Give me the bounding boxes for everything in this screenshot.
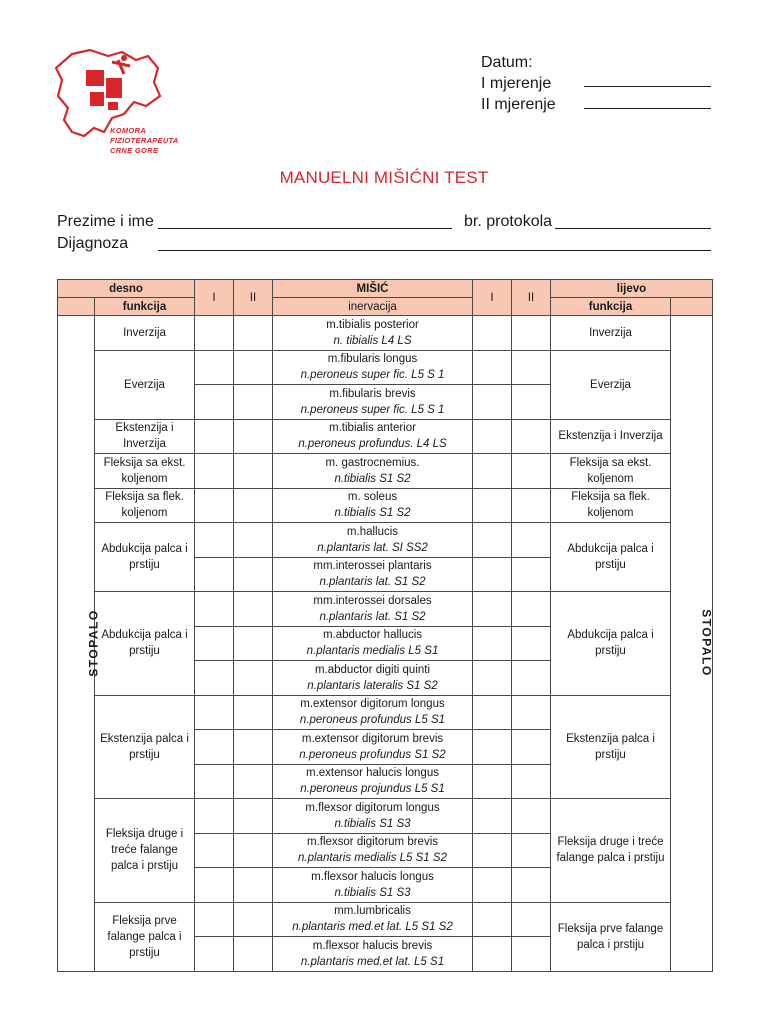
score-right-i[interactable]: [195, 799, 234, 834]
function-left: Ekstenzija palca i prstiju: [551, 695, 671, 799]
score-right-ii[interactable]: [234, 730, 273, 765]
score-right-i[interactable]: [195, 626, 234, 661]
muscle-name: m.flexsor halucis brevis: [312, 939, 433, 952]
score-left-ii[interactable]: [512, 316, 551, 351]
header-left-side: lijevo: [551, 280, 713, 298]
score-left-ii[interactable]: [512, 488, 551, 523]
score-right-i[interactable]: [195, 557, 234, 592]
score-left-i[interactable]: [473, 626, 512, 661]
muscle-name: m. soleus: [347, 491, 398, 504]
muscle-innervation: n.peroneus profundus S1 S2: [299, 748, 446, 761]
muscle-innervation: n. tibialis L4 LS: [333, 334, 412, 347]
score-right-i[interactable]: [195, 695, 234, 730]
datum-label: Datum:: [481, 54, 533, 71]
score-left-i[interactable]: [473, 350, 512, 385]
score-left-ii[interactable]: [512, 626, 551, 661]
score-right-i[interactable]: [195, 764, 234, 799]
score-left-ii[interactable]: [512, 730, 551, 765]
function-right: Fleksija prve falange palca i prstiju: [95, 902, 195, 971]
function-left: Fleksija prve falange palca i prstiju: [551, 902, 671, 971]
header-left-corner: [671, 298, 713, 316]
header-col-i-left: I: [473, 280, 512, 316]
muscle-name: m.abductor hallucis: [322, 629, 423, 642]
function-right: Abdukcija palca i prstiju: [95, 592, 195, 696]
muscle-name: m.tibialis anterior: [329, 422, 416, 435]
first-measure-label: I mjerenje: [481, 75, 552, 92]
header-innervation: inervacija: [273, 298, 473, 316]
function-left: Everzija: [551, 350, 671, 419]
score-left-ii[interactable]: [512, 902, 551, 937]
function-left: Abdukcija palca i prstiju: [551, 523, 671, 592]
muscle-cell: [273, 833, 473, 868]
score-left-i[interactable]: [473, 419, 512, 454]
score-left-ii[interactable]: [512, 592, 551, 627]
muscle-innervation: n.peroneus profundus. L4 LS: [298, 438, 447, 451]
name-label: Prezime i ime: [57, 213, 154, 230]
score-left-i[interactable]: [473, 764, 512, 799]
score-right-ii[interactable]: [234, 592, 273, 627]
diagnosis-label: Dijagnoza: [57, 235, 129, 252]
score-right-i[interactable]: [195, 488, 234, 523]
function-left: Fleksija sa flek. koljenom: [551, 488, 671, 523]
muscle-innervation: n.tibialis S1 S2: [334, 472, 411, 485]
muscle-name: mm.interossei dorsales: [313, 594, 432, 607]
muscle-innervation: n.peroneus projundus L5 S1: [300, 783, 445, 796]
score-right-i[interactable]: [195, 833, 234, 868]
score-left-ii[interactable]: [512, 868, 551, 903]
muscle-name: m.fibularis brevis: [329, 387, 416, 400]
muscle-cell: [273, 523, 473, 558]
score-right-ii[interactable]: [234, 902, 273, 937]
header-col-i-right: I: [195, 280, 234, 316]
muscle-name: mm.lumbricalis: [334, 905, 411, 918]
muscle-cell: [273, 764, 473, 799]
score-left-ii[interactable]: [512, 419, 551, 454]
muscle-innervation: n.tibialis S1 S3: [334, 817, 411, 830]
function-right: Abdukcija palca i prstiju: [95, 523, 195, 592]
score-left-i[interactable]: [473, 592, 512, 627]
muscle-cell: [273, 868, 473, 903]
score-left-ii[interactable]: [512, 523, 551, 558]
function-right: Ekstenzija i Inverzija: [95, 419, 195, 454]
score-right-i[interactable]: [195, 730, 234, 765]
muscle-cell: [273, 592, 473, 627]
muscle-cell: [273, 385, 473, 420]
score-right-ii[interactable]: [234, 454, 273, 489]
muscle-name: m.extensor digitorum longus: [300, 698, 445, 711]
score-right-ii[interactable]: [234, 557, 273, 592]
region-text: STOPALO: [699, 609, 714, 677]
muscle-cell: [273, 454, 473, 489]
header-function-right: funkcija: [95, 298, 195, 316]
muscle-cell: [273, 695, 473, 730]
score-left-ii[interactable]: [512, 833, 551, 868]
muscle-cell: [273, 661, 473, 696]
muscle-innervation: n.plantaris med.et lat. L5 S1 S2: [292, 921, 453, 934]
table-row: [58, 902, 713, 937]
muscle-cell: [273, 350, 473, 385]
header-right-corner: [58, 298, 95, 316]
first-measure-line[interactable]: [584, 86, 711, 87]
score-right-ii[interactable]: [234, 937, 273, 972]
muscle-name: m.hallucis: [346, 525, 399, 538]
score-left-i[interactable]: [473, 385, 512, 420]
muscle-cell: [273, 419, 473, 454]
score-right-ii[interactable]: [234, 419, 273, 454]
score-right-ii[interactable]: [234, 350, 273, 385]
header-muscle: MIŠIĆ: [273, 280, 473, 298]
score-right-i[interactable]: [195, 350, 234, 385]
score-left-i[interactable]: [473, 523, 512, 558]
header-function-left: funkcija: [551, 298, 671, 316]
score-right-ii[interactable]: [234, 695, 273, 730]
score-right-ii[interactable]: [234, 385, 273, 420]
muscle-name: m.abductor digiti quinti: [314, 663, 431, 676]
score-right-ii[interactable]: [234, 833, 273, 868]
muscle-cell: [273, 730, 473, 765]
score-right-i[interactable]: [195, 592, 234, 627]
muscle-name: m.tibialis posterior: [326, 318, 419, 331]
score-left-i[interactable]: [473, 799, 512, 834]
score-left-ii[interactable]: [512, 799, 551, 834]
table-row: [58, 419, 713, 454]
function-right: Ekstenzija palca i prstiju: [95, 695, 195, 799]
function-left: Fleksija sa ekst. koljenom: [551, 454, 671, 489]
table-row: [58, 592, 713, 627]
second-measure-label: II mjerenje: [481, 96, 556, 113]
table-row: [58, 695, 713, 730]
function-left: Ekstenzija i Inverzija: [551, 419, 671, 454]
function-right: Fleksija sa flek. koljenom: [95, 488, 195, 523]
score-left-i[interactable]: [473, 937, 512, 972]
region-text: STOPALO: [86, 609, 101, 677]
score-right-i[interactable]: [195, 661, 234, 696]
table-row: [58, 523, 713, 558]
score-left-i[interactable]: [473, 868, 512, 903]
score-left-ii[interactable]: [512, 557, 551, 592]
muscle-name: m.flexsor digitorum brevis: [306, 836, 438, 849]
score-right-ii[interactable]: [234, 799, 273, 834]
measurement-dates: [481, 52, 556, 115]
page-title: MANUELNI MIŠIĆNI TEST: [279, 168, 489, 187]
muscle-innervation: n.plantaris lat. S1 S2: [319, 576, 426, 589]
score-left-i[interactable]: [473, 730, 512, 765]
score-right-ii[interactable]: [234, 523, 273, 558]
score-right-i[interactable]: [195, 523, 234, 558]
score-left-ii[interactable]: [512, 385, 551, 420]
muscle-cell: [273, 799, 473, 834]
muscle-name: m.extensor digitorum brevis: [301, 732, 444, 745]
score-right-i[interactable]: [195, 937, 234, 972]
score-left-i[interactable]: [473, 902, 512, 937]
score-left-ii[interactable]: [512, 764, 551, 799]
header-col-ii-left: II: [512, 280, 551, 316]
function-left: Inverzija: [551, 316, 671, 351]
muscle-name: m.flexsor halucis longus: [311, 870, 434, 883]
function-right: Fleksija sa ekst. koljenom: [95, 454, 195, 489]
header-col-ii-right: II: [234, 280, 273, 316]
score-left-ii[interactable]: [512, 350, 551, 385]
function-right: Fleksija druge i treće falange palca i prstiju: [95, 799, 195, 903]
muscle-cell: [273, 626, 473, 661]
score-right-ii[interactable]: [234, 764, 273, 799]
score-left-i[interactable]: [473, 454, 512, 489]
diagnosis-line[interactable]: [158, 250, 711, 251]
score-right-i[interactable]: [195, 316, 234, 351]
score-right-i[interactable]: [195, 868, 234, 903]
protocol-label: br. protokola: [464, 213, 553, 230]
muscle-name: m.extensor halucis longus: [306, 767, 439, 780]
score-right-ii[interactable]: [234, 316, 273, 351]
score-right-ii[interactable]: [234, 626, 273, 661]
muscle-innervation: n.plantaris medialis L5 S1 S2: [298, 852, 447, 865]
score-left-i[interactable]: [473, 488, 512, 523]
muscle-cell: [273, 902, 473, 937]
score-left-ii[interactable]: [512, 695, 551, 730]
muscle-innervation: n.plantaris med.et lat. L5 S1: [300, 955, 445, 968]
muscle-name: m.fibularis longus: [327, 353, 418, 366]
muscle-name: m. gastrocnemius.: [325, 456, 420, 469]
chamber-logo: [50, 48, 179, 176]
score-left-i[interactable]: [473, 557, 512, 592]
muscle-innervation: n.plantaris lat. SI SS2: [317, 541, 428, 554]
muscle-cell: [273, 316, 473, 351]
score-left-ii[interactable]: [512, 454, 551, 489]
muscle-innervation: n.peroneus super fic. L5 S 1: [300, 403, 445, 416]
score-right-i[interactable]: [195, 902, 234, 937]
function-right: Inverzija: [95, 316, 195, 351]
muscle-cell: [273, 488, 473, 523]
score-left-i[interactable]: [473, 833, 512, 868]
name-line[interactable]: [158, 228, 452, 229]
score-right-i[interactable]: [195, 419, 234, 454]
table-row: [58, 454, 713, 489]
region-label-left: [671, 316, 713, 972]
muscle-innervation: n.plantaris lateralis S1 S2: [307, 679, 438, 692]
table-row: [58, 799, 713, 834]
function-left: Abdukcija palca i prstiju: [551, 592, 671, 696]
muscle-innervation: n.tibialis S1 S3: [334, 886, 411, 899]
muscle-innervation: n.peroneus super fic. L5 S 1: [300, 369, 445, 382]
function-right: Everzija: [95, 350, 195, 419]
table-row: [58, 350, 713, 385]
muscle-name: mm.interossei plantaris: [313, 560, 432, 573]
muscle-test-table: [57, 279, 713, 972]
muscle-cell: [273, 937, 473, 972]
logo-text: KOMORA FIZIOTERAPEUTA CRNE GORE: [110, 126, 179, 155]
muscle-innervation: n.peroneus profundus L5 S1: [299, 714, 446, 727]
muscle-innervation: n.plantaris lat. S1 S2: [319, 610, 426, 623]
muscle-innervation: n.tibialis S1 S2: [334, 507, 411, 520]
score-right-ii[interactable]: [234, 868, 273, 903]
muscle-cell: [273, 557, 473, 592]
score-right-i[interactable]: [195, 385, 234, 420]
function-left: Fleksija druge i treće falange palca i prstiju: [551, 799, 671, 903]
score-right-ii[interactable]: [234, 661, 273, 696]
table-row: [58, 488, 713, 523]
score-left-ii[interactable]: [512, 661, 551, 696]
protocol-line[interactable]: [555, 228, 711, 229]
score-left-i[interactable]: [473, 661, 512, 696]
score-right-ii[interactable]: [234, 488, 273, 523]
muscle-innervation: n.plantaris medialis L5 S1: [306, 645, 439, 658]
region-label-right: [58, 316, 101, 972]
second-measure-line[interactable]: [584, 108, 711, 109]
header-right-side: desno: [58, 280, 195, 298]
score-left-ii[interactable]: [512, 937, 551, 972]
score-left-i[interactable]: [473, 695, 512, 730]
score-right-i[interactable]: [195, 454, 234, 489]
table-row: [58, 316, 713, 351]
muscle-name: m.flexsor digitorum longus: [305, 801, 440, 814]
score-left-i[interactable]: [473, 316, 512, 351]
